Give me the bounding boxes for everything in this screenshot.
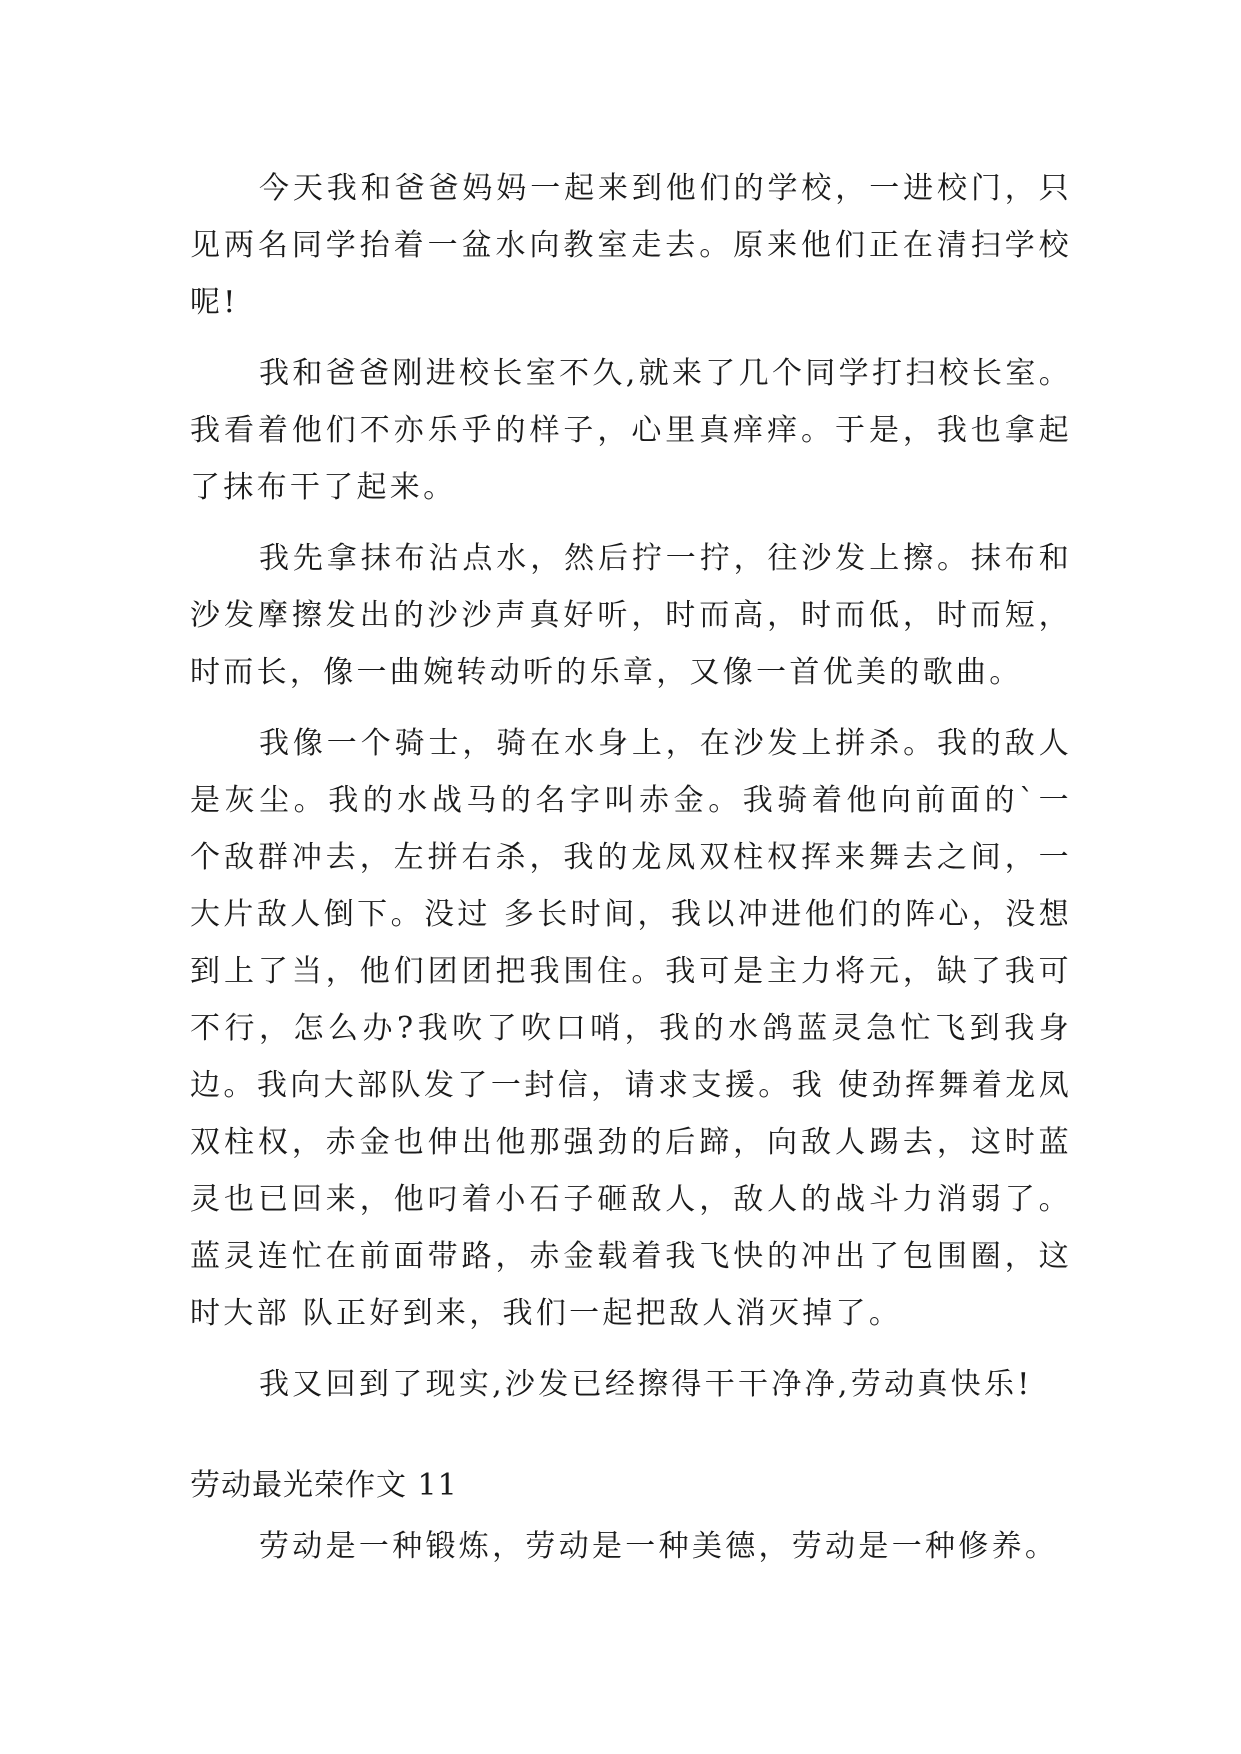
- paragraph-4: 我像一个骑士，骑在水身上，在沙发上拼杀。我的敌人是灰尘。我的水战马的名字叫赤金。我骑着他向前面的`一个敌群冲去，左拼右杀，我的龙凤双柱权挥来舞去之间，一大片敌人倒下。没过 多长时间，我以冲进他们的阵心，没想到上了当，他们团团把我围住。我可是主力将元，缺了我可不行，怎么办?我吹了吹口哨，我的水鸽蓝灵急忙飞到我身边。我向大部队发了一封信，请求支援。我 使劲挥舞着龙凤双柱权，赤金也伸出他那强劲的后蹄，向敌人踢去，这时蓝灵也已回来，他叼着小石子砸敌人，敌人的战斗力消弱了。蓝灵连忙在前面带路，赤金载着我飞快的冲出了包围圈，这时大部 队正好到来，我们一起把敌人消灭掉了。: [190, 726, 1072, 1331]
- paragraph-1: 今天我和爸爸妈妈一起来到他们的学校，一进校门，只见两名同学抬着一盆水向教室走去。原来他们正在清扫学校呢!: [190, 171, 1072, 320]
- document-page: [190, 160, 1072, 1589]
- paragraph-final: 劳动是一种锻炼，劳动是一种美德，劳动是一种修养。: [259, 1529, 1059, 1564]
- paragraph-5: 我又回到了现实,沙发已经擦得干干净净,劳动真快乐!: [259, 1367, 1033, 1402]
- paragraph-3: 我先拿抹布沾点水，然后拧一拧，往沙发上擦。抹布和沙发摩擦发出的沙沙声真好听，时而高，时而低，时而短，时而长，像一曲婉转动听的乐章，又像一首优美的歌曲。: [190, 541, 1072, 690]
- paragraph-2: 我和爸爸刚进校长室不久,就来了几个同学打扫校长室。我看着他们不亦乐乎的样子，心里真痒痒。于是，我也拿起了抹布干了起来。: [190, 356, 1072, 505]
- section-heading: 劳动最光荣作文 11: [190, 1468, 458, 1503]
